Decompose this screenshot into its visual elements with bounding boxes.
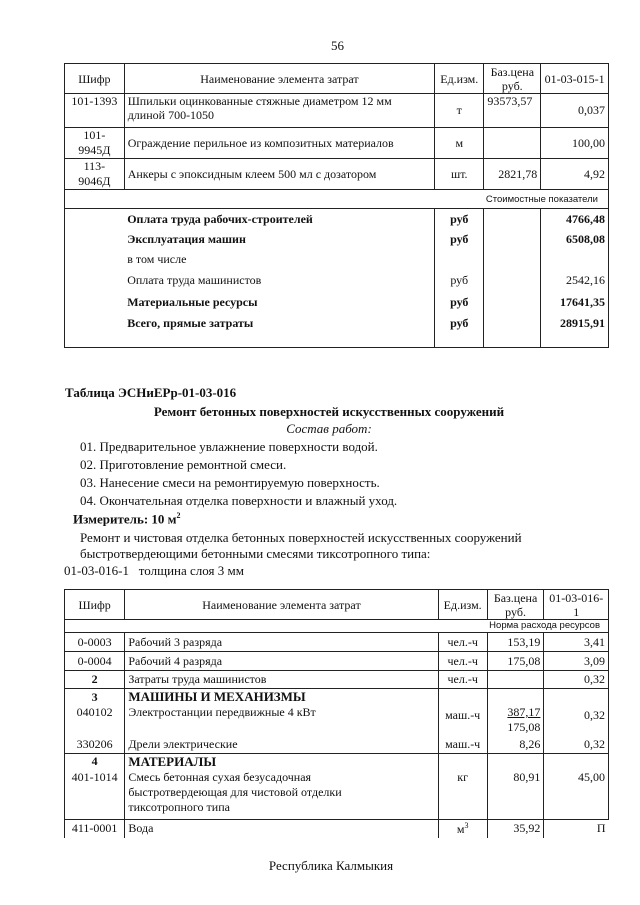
resource-table-2 (64, 589, 609, 838)
work-step: 01. Предварительное увлажнение поверхности водой. (80, 439, 378, 454)
description: быстротвердеющими бетонными смесями тиксотропного типа: (80, 546, 431, 561)
cost-subheader: Стоимостные показатели (65, 190, 609, 209)
page-number: 56 (331, 38, 344, 53)
resource-table-1 (64, 63, 609, 348)
header-code: Шифр (65, 64, 125, 94)
header-unit: Ед.изм. (435, 64, 484, 94)
work-step: 04. Окончательная отделка поверхности и влажный уход. (80, 493, 398, 508)
table-label: Таблица ЭСНиЕРр-01-03-016 (65, 385, 237, 400)
work-step: 02. Приготовление ремонтной смеси. (80, 457, 287, 472)
cost-row: Оплата труда машинистов руб 2542,16 (65, 270, 609, 292)
table-row: 040102 Электростанции передвижные 4 кВт маш.-ч 387,17 175,08 0,32 (65, 705, 609, 737)
work-heading: Состав работ: (286, 421, 372, 436)
header-column: 01-03-016-1 (544, 590, 609, 620)
header-column: 01-03-015-1 (541, 64, 609, 94)
header-code: Шифр (65, 590, 125, 620)
work-step: 03. Нанесение смеси на ремонтируемую поверхность. (80, 475, 380, 490)
norm-subheader: Норма расхода ресурсов (65, 620, 609, 633)
cost-row: Оплата труда рабочих-строителей руб 4766,48 (65, 209, 609, 230)
table-row: 0-0004 Рабочий 4 разряда чел.-ч 175,08 3,09 (65, 652, 609, 671)
header-unit: Ед.изм. (438, 590, 487, 620)
description: Ремонт и чистовая отделка бетонных поверхностей искусственных сооружений (80, 530, 522, 545)
cost-row: в том числе (65, 250, 609, 270)
cost-row: Эксплуатация машин руб 6508,08 (65, 230, 609, 250)
table-row: 113-9046Д Анкеры с эпоксидным клеем 500 мл с дозатором шт. 2821,78 4,92 (65, 159, 609, 190)
table-row: 101-1393 Шпильки оцинкованные стяжные диаметром 12 мм длиной 700-1050 т 93573,57 0,037 (65, 94, 609, 128)
table-row: 2 Затраты труда машинистов чел.-ч 0,32 (65, 671, 609, 689)
variant: 01-03-016-1 толщина слоя 3 мм (64, 563, 244, 578)
table-row: 411-0001 Вода $м^3$ 35,92 П (65, 820, 609, 838)
header-name: Наименование элемента затрат (125, 590, 438, 620)
table-row: 4 МАТЕРИАЛЫ (65, 753, 609, 770)
cost-row: Материальные ресурсы руб 17641,35 (65, 292, 609, 313)
table-row: 0-0003 Рабочий 3 разряда чел.-ч 153,19 3,41 (65, 633, 609, 652)
table-row: 330206 Дрели электрические маш.-ч 8,26 0,32 (65, 737, 609, 753)
meter-label: Измеритель: 10 $м^2$ (73, 511, 181, 527)
table-row: 101-9945Д Ограждение перильное из композитных материалов м 100,00 (65, 128, 609, 159)
cost-row: Всего, прямые затраты руб 28915,91 (65, 313, 609, 348)
header-price: Баз.цена руб. (484, 64, 541, 94)
table-row: 3 МАШИНЫ И МЕХАНИЗМЫ (65, 689, 609, 706)
footer-region: Республика Калмыкия (268, 858, 394, 873)
section-title: Ремонт бетонных поверхностей искусственных сооружений (153, 404, 505, 419)
header-price: Баз.цена руб. (487, 590, 544, 620)
header-name: Наименование элемента затрат (124, 64, 434, 94)
table-row: 401-1014 Смесь бетонная сухая безусадочная быстротвердеющая для чистовой отделки тиксотропного типа кг 80,91 45,00 (65, 770, 609, 820)
